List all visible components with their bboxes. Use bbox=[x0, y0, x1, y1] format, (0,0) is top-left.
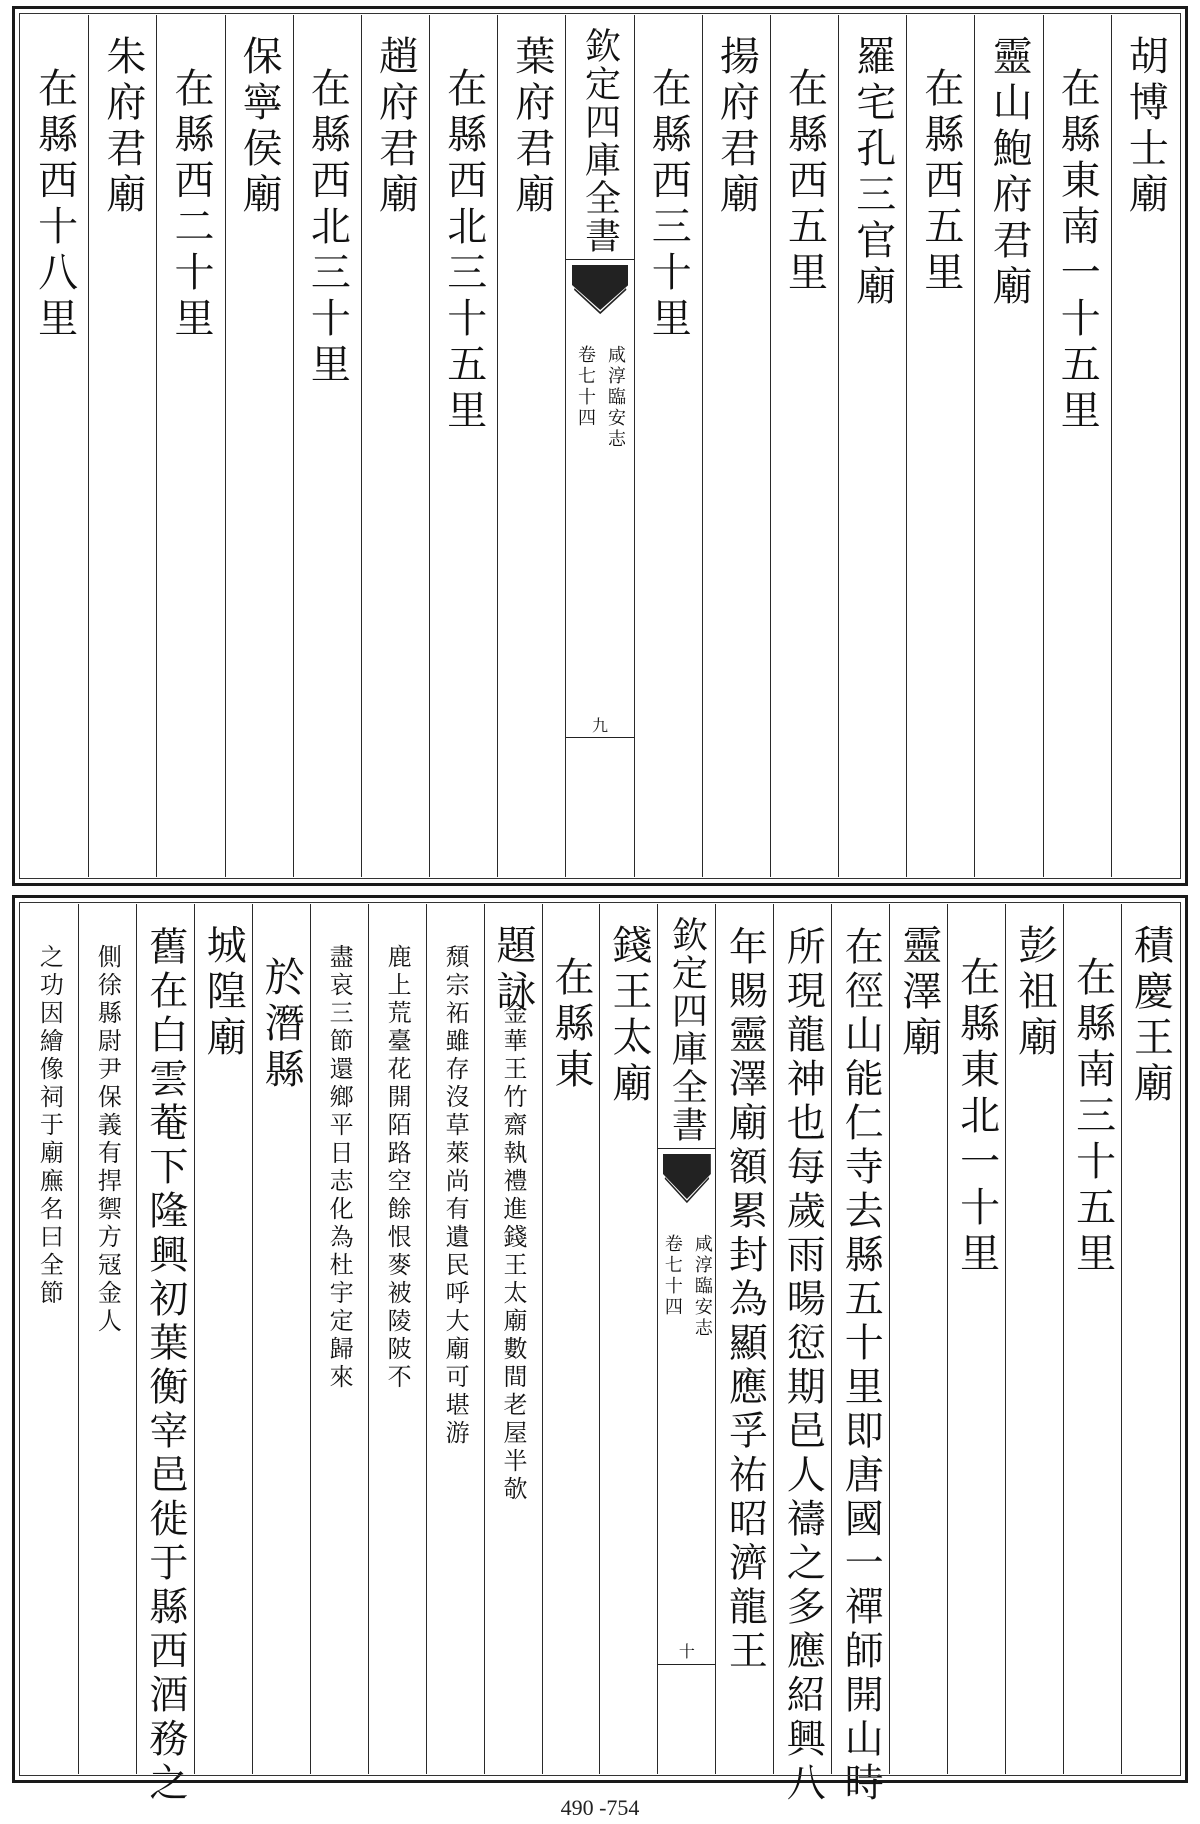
column-text: 在縣南三十五里 bbox=[1069, 956, 1116, 1278]
temple-name: 靈山鮑府君廟 bbox=[986, 35, 1033, 311]
text-column bbox=[716, 904, 774, 1774]
column-text: 在縣西三十里 bbox=[645, 67, 692, 343]
text-column bbox=[543, 904, 601, 1774]
temple-heading-column bbox=[1112, 15, 1179, 877]
text-column bbox=[771, 15, 839, 877]
temple-heading-column bbox=[975, 15, 1043, 877]
temple-heading-column bbox=[1006, 904, 1064, 1774]
temple-name: 趙府君廟 bbox=[372, 35, 419, 219]
column-text: 舊在白雲菴下隆興初葉衡宰邑徙于縣西酒務之 bbox=[142, 926, 188, 1806]
text-column bbox=[369, 904, 427, 1774]
fishtail-mark-icon bbox=[572, 265, 628, 315]
temple-heading-column bbox=[498, 15, 566, 877]
text-column bbox=[157, 15, 225, 877]
text-column bbox=[1064, 904, 1122, 1774]
volume-title: 咸淳臨安志 bbox=[605, 345, 627, 450]
column-text: 在縣西北三十五里 bbox=[440, 67, 487, 435]
temple-name: 積慶王廟 bbox=[1127, 924, 1174, 1108]
text-column bbox=[21, 15, 89, 877]
text-column bbox=[948, 904, 1006, 1774]
column-text: 在縣西五里 bbox=[917, 67, 964, 297]
text-column bbox=[1044, 15, 1112, 877]
columns-bottom bbox=[21, 904, 1179, 1806]
text-column bbox=[21, 904, 79, 1774]
text-column bbox=[253, 904, 311, 1774]
temple-name: 題詠 bbox=[490, 924, 537, 1016]
temple-heading-column bbox=[890, 904, 948, 1774]
column-text: 所現龍神也每歲雨暘愆期邑人禱之多應紹興八 bbox=[780, 926, 826, 1806]
columns-top bbox=[21, 15, 1179, 877]
volume-number: 卷七十四 bbox=[661, 1234, 683, 1318]
column-text: 在縣西十八里 bbox=[31, 67, 78, 343]
text-column bbox=[137, 904, 195, 1806]
temple-heading-column bbox=[703, 15, 771, 877]
temple-heading-column bbox=[226, 15, 294, 877]
page-top bbox=[12, 6, 1188, 886]
temple-heading-column bbox=[89, 15, 157, 877]
volume-number: 卷七十四 bbox=[575, 345, 597, 429]
column-text: 在縣西二十里 bbox=[168, 67, 214, 343]
volume-title: 咸淳臨安志 bbox=[691, 1234, 713, 1339]
collection-title: 欽定四庫全書 bbox=[579, 27, 621, 255]
temple-heading-column bbox=[195, 904, 253, 1774]
text-column bbox=[635, 15, 703, 877]
column-text: 在縣東南一十五里 bbox=[1054, 67, 1101, 435]
column-text: 頹宗祏雖存沒草萊尚有遺民呼大廟可堪游 bbox=[441, 944, 470, 1448]
poem-attribution: 金華王竹齋執禮進錢王太廟數間老屋半欹 bbox=[499, 1000, 528, 1504]
column-text: 之功因繪像祠于廟廡名曰全節 bbox=[35, 944, 64, 1308]
text-column bbox=[430, 15, 498, 877]
temple-name: 胡博士廟 bbox=[1122, 35, 1169, 219]
column-text: 在縣東 bbox=[547, 956, 594, 1094]
volume-label bbox=[572, 345, 628, 450]
leaf-number: 十 bbox=[678, 1642, 695, 1661]
text-column bbox=[907, 15, 975, 877]
column-text: 於潛縣 bbox=[258, 956, 305, 1094]
column-text: 鹿上荒臺花開陌路空餘恨麥被陵陂不 bbox=[383, 944, 412, 1392]
temple-name: 揚府君廟 bbox=[713, 35, 760, 219]
text-column bbox=[427, 904, 485, 1774]
temple-heading-column bbox=[1122, 904, 1179, 1774]
fold-center-column bbox=[658, 904, 716, 1774]
text-column bbox=[774, 904, 832, 1806]
text-column bbox=[79, 904, 137, 1774]
collection-title: 欽定四庫全書 bbox=[666, 916, 708, 1144]
temple-name: 靈澤廟 bbox=[895, 924, 942, 1062]
page-footer: 490 -754 bbox=[560, 1795, 640, 1820]
temple-heading-column bbox=[362, 15, 430, 877]
temple-name: 城隍廟 bbox=[200, 924, 247, 1062]
page-bottom bbox=[12, 895, 1188, 1806]
temple-name: 葉府君廟 bbox=[508, 35, 555, 219]
temple-name: 錢王太廟 bbox=[605, 924, 652, 1108]
leaf-number: 九 bbox=[592, 716, 609, 735]
temple-name: 彭祖廟 bbox=[1011, 924, 1058, 1062]
column-text: 在縣西五里 bbox=[781, 67, 828, 297]
temple-name: 羅宅孔三官廟 bbox=[849, 35, 896, 311]
text-column bbox=[311, 904, 369, 1774]
column-text: 年賜靈澤廟額累封為顯應孚祐昭濟龍王 bbox=[722, 926, 768, 1674]
divider-line bbox=[658, 1148, 715, 1149]
volume-label bbox=[659, 1234, 715, 1339]
temple-heading-column bbox=[485, 904, 543, 1774]
column-text: 在徑山能仁寺去縣五十里即唐國一禪師開山時 bbox=[838, 926, 884, 1806]
divider-line bbox=[658, 1664, 715, 1665]
column-text: 盡哀三節還鄉平日志化為杜宇定歸來 bbox=[325, 944, 354, 1392]
fold-center-column bbox=[566, 15, 634, 877]
temple-name: 朱府君廟 bbox=[99, 35, 146, 219]
column-text: 在縣東北一十里 bbox=[953, 956, 1000, 1278]
text-column bbox=[294, 15, 362, 877]
fishtail-mark-icon bbox=[663, 1154, 711, 1204]
temple-heading-column bbox=[839, 15, 907, 877]
column-text: 在縣西北三十里 bbox=[304, 67, 351, 389]
text-column bbox=[832, 904, 890, 1806]
divider-line bbox=[566, 259, 633, 260]
column-text: 側徐縣尉尹保義有捍禦方冦金人 bbox=[93, 944, 122, 1336]
temple-heading-column bbox=[600, 904, 658, 1774]
temple-name: 保寧侯廟 bbox=[236, 35, 283, 219]
divider-line bbox=[566, 737, 633, 738]
